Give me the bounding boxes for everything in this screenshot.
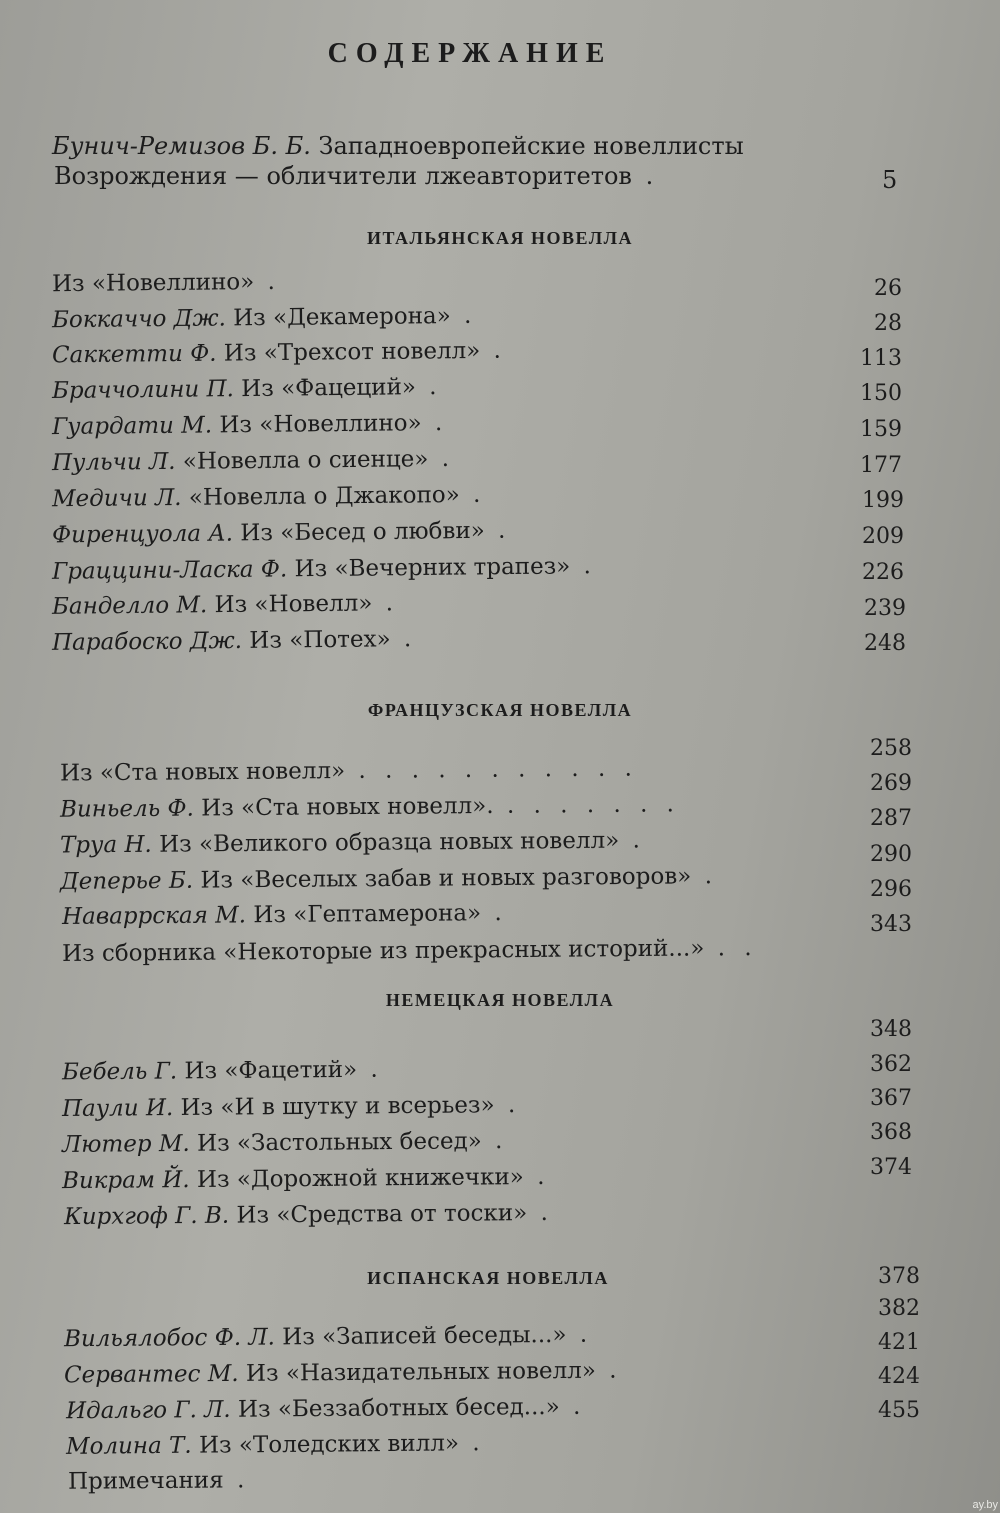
toc-entry: Банделло М. Из «Новелл» . bbox=[51, 590, 400, 620]
section-heading-spanish: ИСПАНСКАЯ НОВЕЛЛА bbox=[367, 1268, 609, 1288]
page-number: 455 bbox=[878, 1398, 920, 1423]
toc-entry: Браччолини П. Из «Фацеций» . bbox=[51, 373, 443, 405]
page-number: 287 bbox=[870, 806, 912, 831]
page-number: 296 bbox=[870, 877, 912, 902]
page-number: 239 bbox=[864, 596, 906, 621]
contents-heading: СОДЕРЖАНИЕ bbox=[327, 38, 613, 69]
toc-entry: Сервантес М. Из «Назидательных новелл» . bbox=[63, 1357, 623, 1389]
toc-entry: Парабоско Дж. Из «Потех» . bbox=[51, 626, 418, 656]
toc-entry: Наваррская М. Из «Гептамерона» . bbox=[61, 900, 508, 930]
toc-entry: Саккетти Ф. Из «Трехсот новелл» . bbox=[51, 337, 508, 369]
toc-entry: Гуардати М. Из «Новеллино» . bbox=[51, 409, 449, 441]
page-number: 113 bbox=[860, 346, 902, 371]
toc-entry: Вильялобос Ф. Л. Из «Записей беседы...» . bbox=[63, 1321, 594, 1353]
intro-author: Бунич-Ремизов Б. Б. bbox=[52, 132, 311, 160]
watermark: ay.by bbox=[972, 1499, 998, 1511]
toc-entry: Граццини-Ласка Ф. Из «Вечерних трапез» . bbox=[51, 553, 598, 585]
toc-entry: Викрам Й. Из «Дорожной книжечки» . bbox=[61, 1163, 551, 1195]
toc-entry: Фиренцуола А. Из «Бесед о любви» . bbox=[51, 517, 512, 549]
page-number: 421 bbox=[878, 1330, 920, 1355]
intro-title-line1: Западноевропейские новеллисты bbox=[310, 132, 744, 160]
section-heading-german: НЕМЕЦКАЯ НОВЕЛЛА bbox=[385, 990, 615, 1010]
toc-entry: Труа Н. Из «Великого образца новых новелл» . bbox=[59, 827, 646, 859]
toc-entry: Виньель Ф. Из «Ста новых новелл». . . . . . . . bbox=[59, 791, 681, 823]
page-number: 26 bbox=[874, 276, 902, 301]
toc-entry: Идальго Г. Л. Из «Беззаботных бесед...» . bbox=[65, 1393, 587, 1425]
page-number: 424 bbox=[878, 1364, 920, 1389]
page-number: 248 bbox=[864, 631, 906, 656]
toc-entry: Из «Ста новых новелл» . . . . . . . . . . . bbox=[59, 755, 639, 787]
toc-entry: Боккаччо Дж. Из «Декамерона» . bbox=[51, 302, 478, 334]
toc-entry: Лютер М. Из «Застольных бесед» . bbox=[61, 1128, 509, 1158]
page-number: 269 bbox=[870, 771, 912, 796]
toc-entry: Паули И. Из «И в шутку и всерьез» . bbox=[61, 1091, 522, 1123]
page-number: 367 bbox=[870, 1086, 912, 1111]
intro-dots: . bbox=[631, 162, 660, 190]
toc-entry: Кирхгоф Г. В. Из «Средства от тоски» . bbox=[63, 1199, 554, 1231]
page-number: 199 bbox=[862, 488, 904, 513]
page-number: 177 bbox=[860, 453, 902, 478]
section-heading-french: ФРАНЦУЗСКАЯ НОВЕЛЛА bbox=[367, 700, 633, 720]
page-number: 378 bbox=[878, 1264, 920, 1289]
section-heading-italian: ИТАЛЬЯНСКАЯ НОВЕЛЛА bbox=[366, 228, 634, 248]
toc-entry: Деперье Б. Из «Веселых забав и новых разговоров» . bbox=[59, 863, 719, 895]
page-number: 159 bbox=[860, 417, 902, 442]
page-number: 258 bbox=[870, 736, 912, 761]
toc-entry: Медичи Л. «Новелла о Джакопо» . bbox=[51, 481, 487, 513]
toc-entry: Примечания . bbox=[67, 1467, 251, 1495]
page-number: 150 bbox=[860, 381, 902, 406]
intro-title-line2: Возрождения — обличители лжеавторитетов bbox=[54, 162, 632, 190]
toc-entry: Бебель Г. Из «Фацетий» . bbox=[61, 1056, 384, 1086]
toc-entry: Молина Т. Из «Толедских вилл» . bbox=[65, 1430, 486, 1460]
page-number: 28 bbox=[874, 311, 902, 336]
page-number: 374 bbox=[870, 1155, 912, 1180]
page-number: 290 bbox=[870, 842, 912, 867]
toc-entry: Из «Новеллино» . bbox=[51, 268, 282, 298]
page-number: 343 bbox=[870, 912, 912, 937]
intro-page-number: 5 bbox=[882, 166, 898, 194]
toc-entry: Пульчи Л. «Новелла о сиенце» . bbox=[51, 445, 456, 477]
page-number: 348 bbox=[870, 1017, 912, 1042]
page-number: 382 bbox=[878, 1296, 920, 1321]
toc-entry: Из сборника «Некоторые из прекрасных историй...» . . bbox=[61, 934, 758, 968]
page-number: 226 bbox=[862, 560, 904, 585]
page-number: 362 bbox=[870, 1052, 912, 1077]
page-number: 209 bbox=[862, 524, 904, 549]
page-number: 368 bbox=[870, 1120, 912, 1145]
